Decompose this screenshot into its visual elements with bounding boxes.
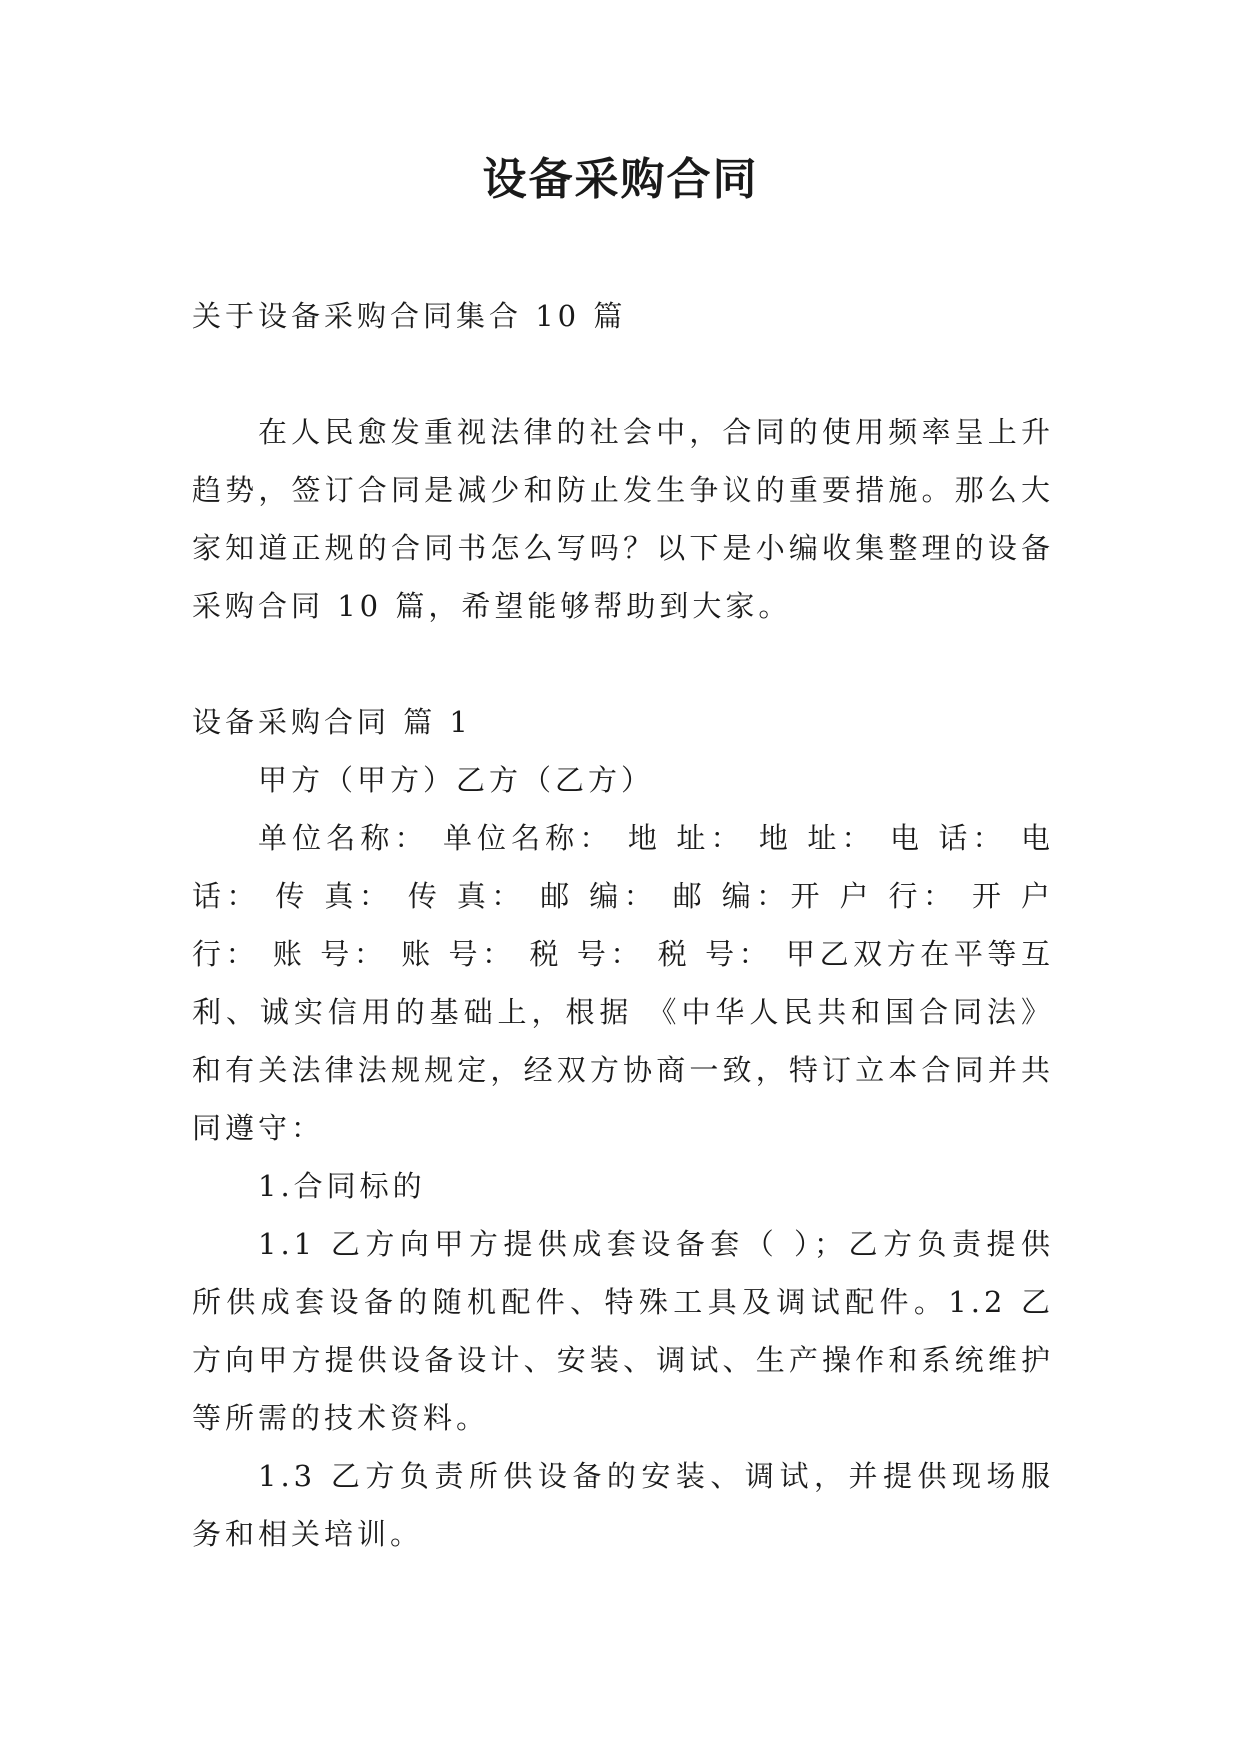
document-subtitle: 关于设备采购合同集合 10 篇 xyxy=(192,299,627,333)
parties-line: 甲方（甲方）乙方（乙方） xyxy=(258,763,655,797)
intro-paragraph: 在人民愈发重视法律的社会中，合同的使用频率呈上升趋势，签订合同是减少和防止发生争议的重要措施。那么大家知道正规的合同书怎么写吗？以下是小编收集整理的设备采购合同 10 篇，希望能够帮助到大家。 xyxy=(192,415,1054,623)
clause-1-heading: 1.合同标的 xyxy=(258,1169,426,1203)
document-title: 设备采购合同 xyxy=(482,154,759,205)
clause-1-1-paragraph: 1.1 乙方向甲方提供成套设备套（ ）；乙方负责提供所供成套设备的随机配件、特殊工具及调试配件。1.2 乙方向甲方提供设备设计、安装、调试、生产操作和系统维护等所需的技术资料。 xyxy=(192,1227,1054,1435)
section-heading: 设备采购合同 篇 1 xyxy=(192,705,472,739)
party-fields-paragraph: 单位名称： 单位名称： 地 址： 地 址： 电 话： 电 话： 传 真： 传 真： 邮 编： 邮 编：开 户 行： 开 户 行： 账 号： 账 号： 税 号： 税 号： 甲乙双方在平等互利、诚实信用的基础上，根据 《中华人民共和国合同法》和有关法律法规规定，经双方协商一致，特订立本合同并共同遵守： xyxy=(192,821,1054,1145)
clause-1-3-paragraph: 1.3 乙方负责所供设备的安装、调试，并提供现场服务和相关培训。 xyxy=(192,1459,1054,1551)
